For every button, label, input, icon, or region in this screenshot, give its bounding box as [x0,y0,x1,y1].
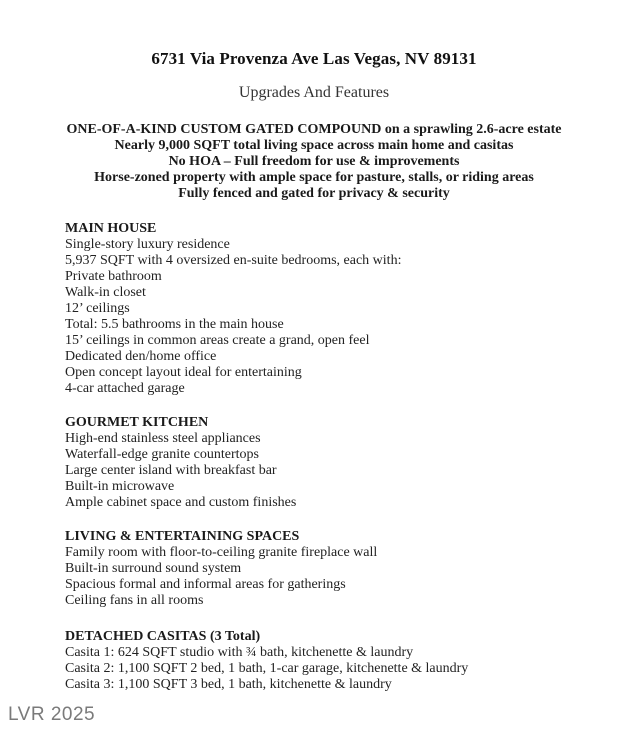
feature-item: Single-story luxury residence [65,237,230,252]
section-heading: DETACHED CASITAS (3 Total) [65,629,261,644]
highlight-item: Nearly 9,000 SQFT total living space across main home and casitas [114,138,514,153]
feature-item: 15’ ceilings in common areas create a grand, open feel [65,333,370,348]
feature-item: Waterfall-edge granite countertops [65,447,260,462]
feature-item: Family room with floor-to-ceiling granite fireplace wall [65,545,378,560]
section-main-house [65,221,401,397]
section-heading: GOURMET KITCHEN [65,415,209,430]
feature-item: Dedicated den/home office [65,349,217,364]
highlights-list [0,122,628,202]
feature-item: Spacious formal and informal areas for gatherings [65,577,346,592]
feature-item: Open concept layout ideal for entertaining [65,365,302,380]
feature-item: Walk-in closet [65,285,146,300]
feature-item: Private bathroom [65,269,162,284]
section-heading: MAIN HOUSE [65,221,157,236]
highlight-item: No HOA – Full freedom for use & improvements [168,154,460,169]
feature-item: Casita 1: 624 SQFT studio with ¾ bath, kitchenette & laundry [65,645,414,660]
feature-item: Ample cabinet space and custom finishes [65,495,297,510]
feature-item: Total: 5.5 bathrooms in the main house [65,317,284,332]
document-subtitle: Upgrades And Features [238,84,390,101]
feature-item: Ceiling fans in all rooms [65,593,204,608]
watermark: LVR 2025 [8,704,96,725]
document-title: 6731 Via Provenza Ave Las Vegas, NV 89131 [151,49,477,68]
feature-item: Built-in microwave [65,479,175,494]
feature-item: 4-car attached garage [65,381,185,396]
feature-item: Large center island with breakfast bar [65,463,277,478]
highlight-item: Fully fenced and gated for privacy & security [178,186,450,201]
section-heading: LIVING & ENTERTAINING SPACES [65,529,300,544]
feature-item: 12’ ceilings [65,301,130,316]
feature-item: High-end stainless steel appliances [65,431,261,446]
feature-item: Built-in surround sound system [65,561,242,576]
section-detached-casitas [65,629,468,693]
section-living-entertaining [65,529,377,609]
highlight-item: ONE-OF-A-KIND CUSTOM GATED COMPOUND on a sprawling 2.6-acre estate [66,122,562,137]
section-gourmet-kitchen [65,415,296,511]
feature-item: 5,937 SQFT with 4 oversized en-suite bedrooms, each with: [65,253,402,268]
feature-item: Casita 2: 1,100 SQFT 2 bed, 1 bath, 1-car garage, kitchenette & laundry [65,661,469,676]
highlight-item: Horse-zoned property with ample space for pasture, stalls, or riding areas [94,170,534,185]
feature-item: Casita 3: 1,100 SQFT 3 bed, 1 bath, kitchenette & laundry [65,677,392,692]
